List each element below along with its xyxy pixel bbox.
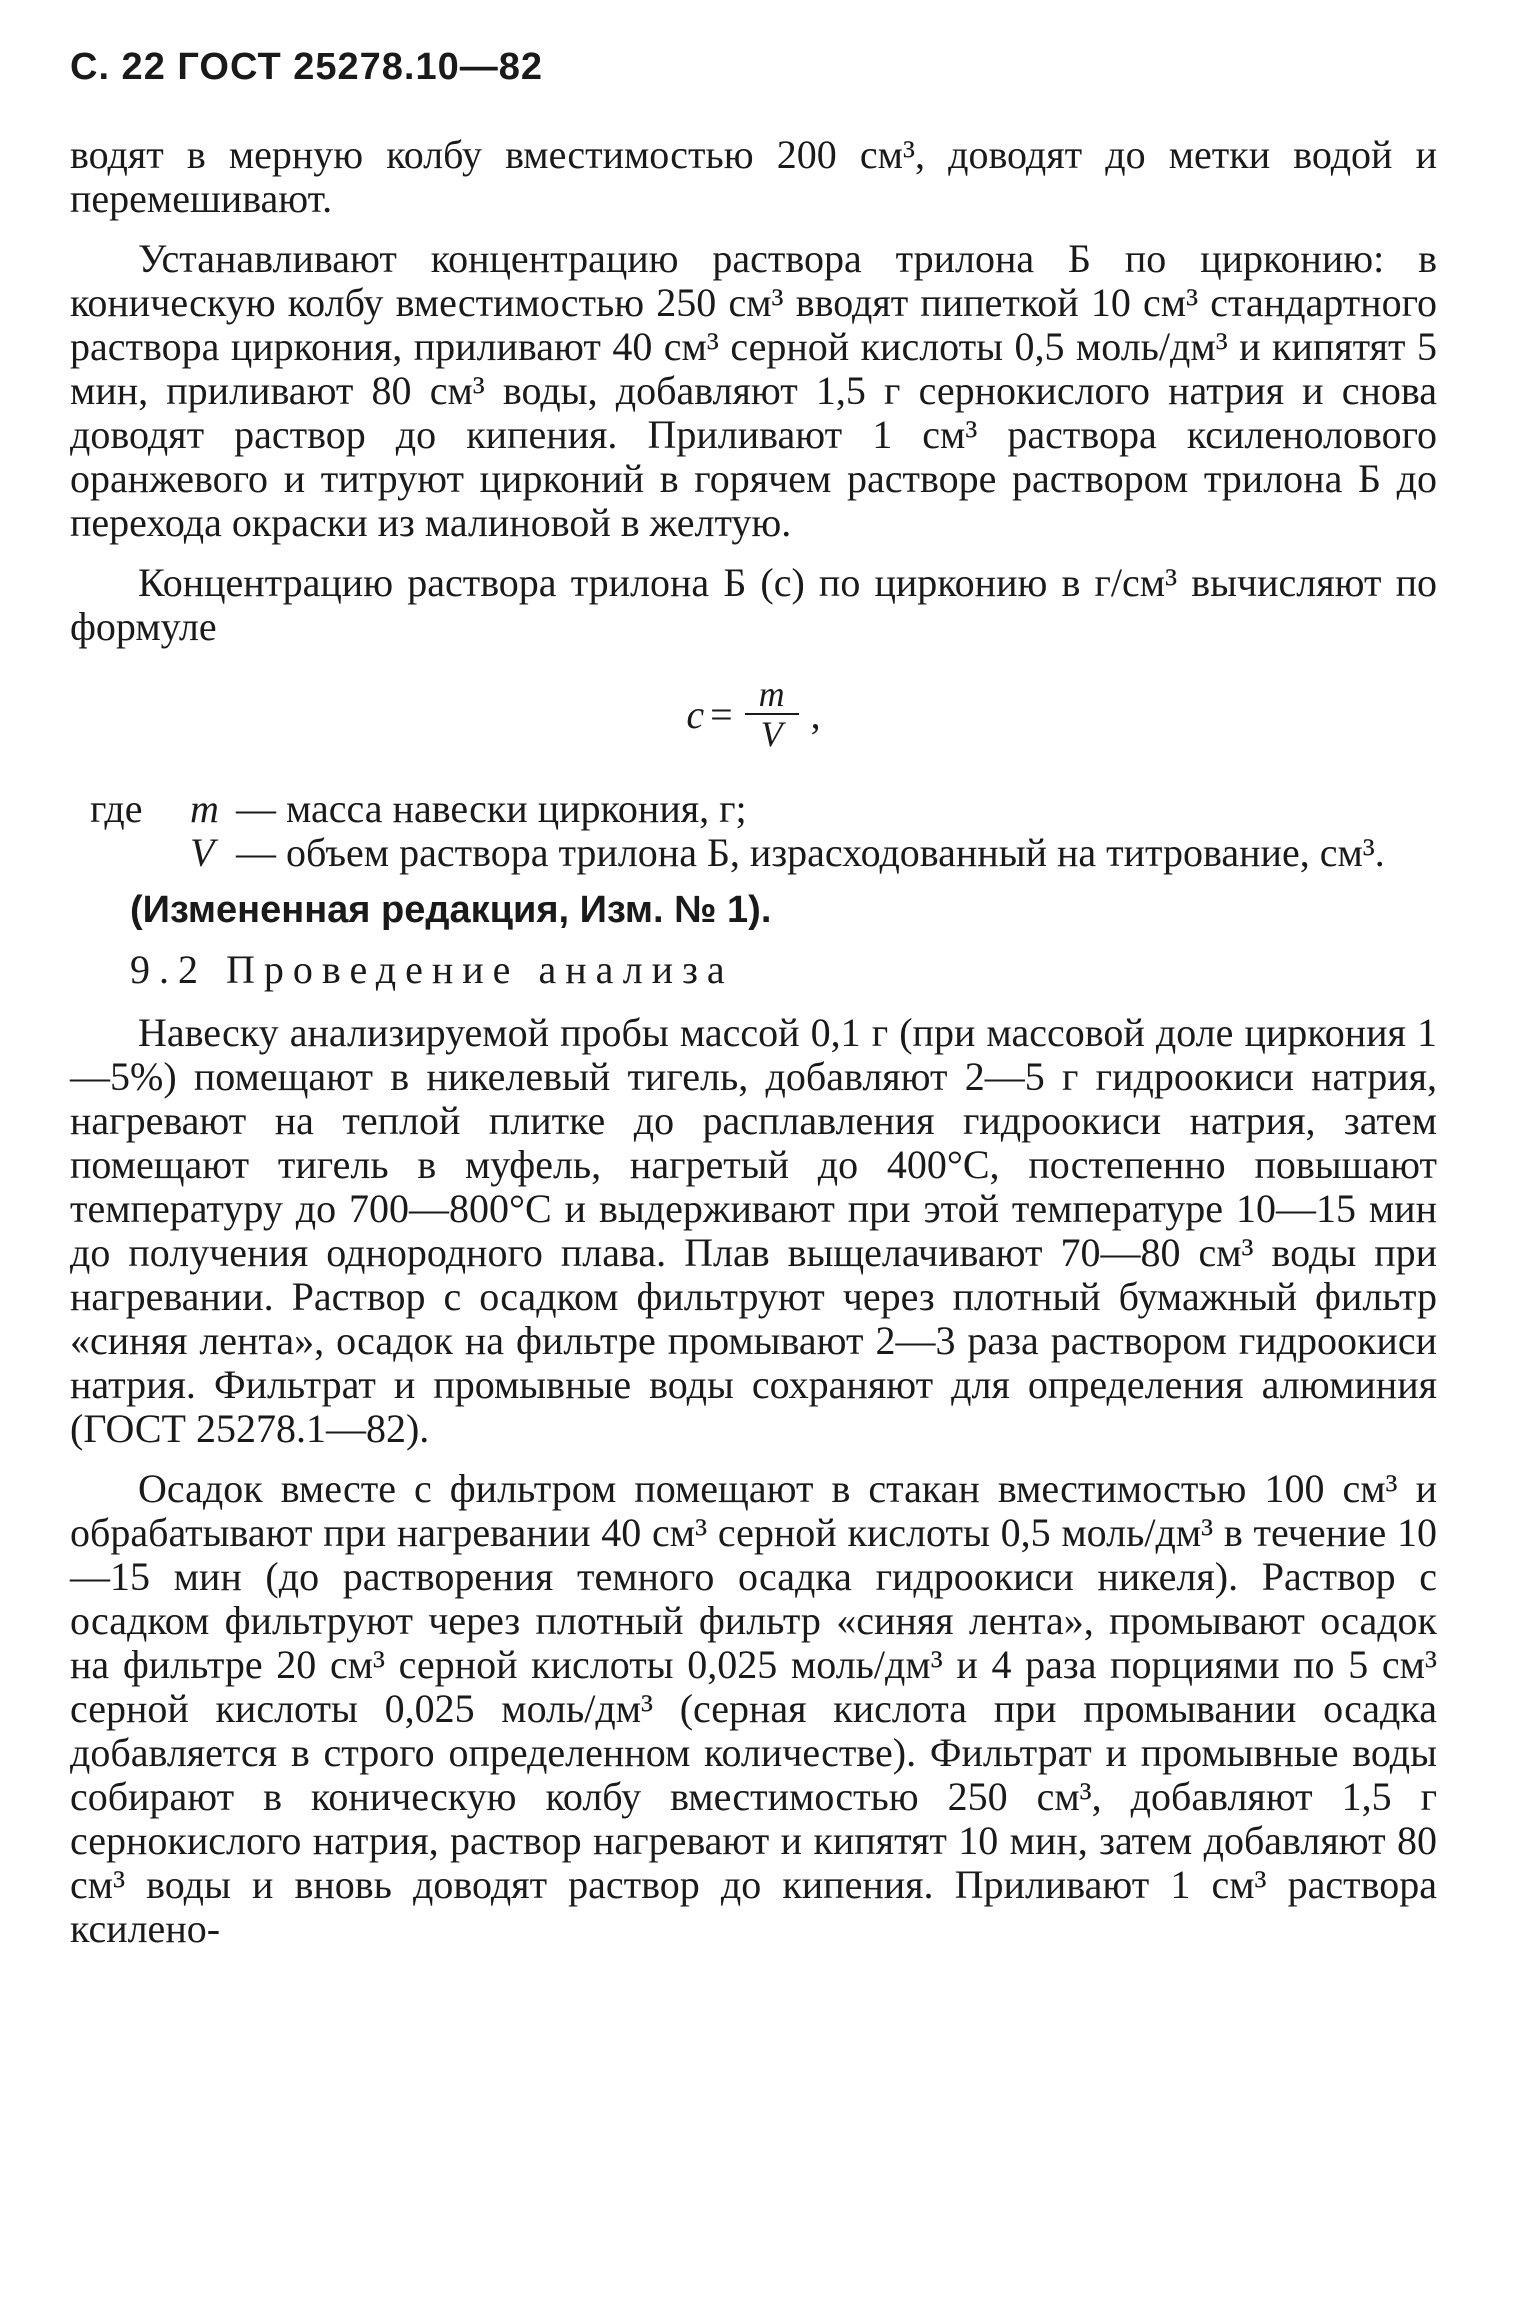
section-heading: 9.2 Проведение анализа — [130, 947, 734, 992]
formula-equals: = — [710, 691, 733, 737]
formula-denominator: V — [760, 714, 783, 754]
where-definition-v: — объем раствора трилона Б, израсходованный на титрование, см³. — [236, 830, 1385, 875]
paragraph-precipitate: Осадок вместе с фильтром помещают в стакан вместимостью 100 см³ и обрабатывают при нагревании 40 см³ серной кислоты 0,5 моль/дм³ в течение 10—15 мин (до растворения темного осадка гидроокиси никеля). Раствор с осадком фильтруют через плотный фильтр «синяя лента», промывают осадок на фильтре 20 см³ серной кислоты 0,025 моль/дм³ и 4 раза порциями по 5 см³ серной кислоты 0,025 моль/дм³ (серная кислота при промывании осадка добавляется в строго определенном количестве). Фильтрат и промывные воды собирают в коническую колбу вместимостью 250 см³, добавляют 1,5 г сернокислого натрия, раствор нагревают и кипятят 10 мин, затем добавляют 80 см³ воды и вновь доводят раствор до кипения. Приливают 1 см³ раствора ксилено- — [70, 1466, 1437, 1951]
where-symbol-v: V — [190, 830, 215, 875]
where-row-m — [70, 787, 1437, 831]
formula — [70, 675, 1437, 759]
paragraph-continuation: водят в мерную колбу вместимостью 200 см³, доводят до метки водой и перемешивают. — [70, 132, 1437, 221]
formula-lhs: с — [686, 691, 705, 737]
where-row-v — [70, 831, 1437, 875]
where-symbol-m: m — [190, 786, 219, 831]
formula-numerator: m — [758, 674, 785, 714]
paragraph-concentration-setup: Устанавливают концентрацию раствора трилона Б по цирконию: в коническую колбу вместимостью 250 см³ вводят пипеткой 10 см³ стандартного раствора циркония, приливают 40 см³ серной кислоты 0,5 моль/дм³ и кипятят 5 мин, приливают 80 см³ воды, добавляют 1,5 г сернокислого натрия и снова доводят раствор до кипения. Приливают 1 см³ раствора ксиленолового оранжевого и титруют цирконий в горячем растворе раствором трилона Б до перехода окраски из малиновой в желтую. — [70, 236, 1437, 545]
formula-fraction — [745, 675, 799, 753]
paragraph-formula-intro: Концентрацию раствора трилона Б (с) по цирконию в г/см³ вычисляют по формуле — [70, 560, 1437, 649]
where-definition-m: — масса навески циркония, г; — [236, 786, 747, 831]
where-lead: где — [90, 786, 143, 831]
page-header: С. 22 ГОСТ 25278.10—82 — [70, 46, 544, 88]
paragraph-sample-prep: Навеску анализируемой пробы массой 0,1 г (при массовой доле циркония 1—5%) помещают в никелевый тигель, добавляют 2—5 г гидроокиси натрия, нагревают на теплой плитке до расплавления гидроокиси натрия, затем помещают тигель в муфель, нагретый до 400°С, постепенно повышают температуру до 700—800°С и выдерживают при этой температуре 10—15 мин до получения однородного плава. Плав выщелачивают 70—80 см³ воды при нагревании. Раствор с осадком фильтруют через плотный бумажный фильтр «синяя лента», осадок на фильтре промывают 2—3 раза раствором гидроокиси натрия. Фильтрат и промывные воды сохраняют для определения алюминия (ГОСТ 25278.1—82). — [70, 1010, 1437, 1451]
formula-trail: , — [810, 691, 821, 737]
edition-note: (Измененная редакция, Изм. № 1). — [130, 889, 772, 931]
where-block — [70, 787, 1437, 875]
